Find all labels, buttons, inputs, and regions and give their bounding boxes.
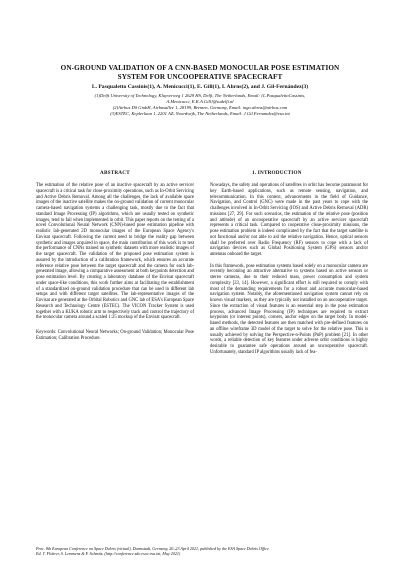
affiliation-line: (1)Delft University of Technology, Kluyverweg 1 2629 HS, Delft, The Netherlands, Email: {L.PasqualettoCassinis, (94, 93, 306, 98)
abstract-column (36, 183, 194, 347)
affiliation-line: (3)ESTEC, Keplerlaan 1, 2201 AZ, Noordwijk, The Netherlands, Email: J.Gil.Fernandez@esa.int (110, 110, 290, 116)
abstract-heading: ABSTRACT (100, 170, 130, 176)
introduction-heading: 1. INTRODUCTION (252, 170, 302, 176)
keywords: Keywords: Convolutional Neural Networks; On-ground Validation; Monocular Pose Estimation; Calibration Procedure. (36, 330, 194, 341)
footer-line-2: Ed. T. Flohrer, S. Lemmens & F. Schmitz, (http://conference.sdo.esoc.esa.int, May 2021) (36, 551, 181, 557)
intro-paragraph-1: Nowadays, the safety and operations of satellites in orbit has become paramount for key Earth-based applications, such as remote sensing, navigation, and telecommunication. In this context, advancements in the field of Guidance, Navigation, and Control (GNC) were made in the past years to cope with the challenges involved in In-Orbit Servicing (IOS) and Active Debris Removal (ADR) missions [27, 29]. For such scenarios, the estimation of the relative pose (position and attitude) of an uncooperative spacecraft by an active servicer spacecraft represents a critical task. Compared to cooperative close-proximity missions, the pose estimation problem is indeed complicated by the fact that the target satellite is not functional and/or not able to aid the relative navigation. Hence, optical sensors shall be preferred over Radio Frequency (RF) sensors to cope with a lack of navigation devices such as Global Positioning System (GPS) sensors and/or antennas onboard the target. (210, 183, 368, 257)
introduction-column (210, 183, 368, 361)
paper-title (30, 64, 370, 82)
title-line-1: ON-GROUND VALIDATION OF A CNN-BASED MONOCULAR POSE ESTIMATION (60, 64, 340, 72)
affiliations (30, 93, 370, 117)
abstract-text: The estimation of the relative pose of an inactive spacecraft by an active servicer spacecraft is a critical task for close-proximity operations, such as In-Orbit Servicing and Active Debris Removal. Among all the challenges, the lack of available space images of the inactive satellite makes the on-ground validation of current monocular camera-based navigation systems a challenging task, mostly due to the fact that standard Image Processing (IP) algorithms, which are usually tested on synthetic images, tend to fail when implemented in orbit. This paper reports on the testing of a novel Convolutional Neural Network (CNN)-based pose estimation pipeline with realistic lab-generated 2D monocular images of the European Space Agency's Envisat spacecraft. Following the current need to bridge the reality gap between synthetic and images acquired in space, the main contribution of this work is to test the performance of CNNs trained on synthetic datasets with more realistic images of the target spacecraft. The validation of the proposed pose estimation system is assured by the introduction of a calibration framework, which ensures an accurate reference relative pose between the target spacecraft and the camera for each lab-generated image, allowing a comparative assessment at both keypoints detection and pose estimation level. By creating a laboratory database of the Envisat spacecraft under space-like conditions, this work further aims at facilitating the establishment of a standardized on-ground validation procedure that can be used in different lab setups and with different target satellites. The lab-representative images of the Envisat are generated at the Orbital Robotics and GNC lab of ESA's European Space Research and Technology Centre (ESTEC). The VICON Tracker System is used together with a KUKA robotic arm to respectively track and control the trajectory of the monocular camera around a scaled 1:25 mockup of the Envisat spacecraft. (36, 183, 194, 321)
author-list: L. Pasqualetto Cassinis(1), A. Menicucci(1), E. Gill(1), I. Ahrns(2), and J. Gil-Fernández(3) (91, 84, 309, 90)
title-line-2: SYSTEM FOR UNCOOPERATIVE SPACECRAFT (117, 73, 283, 81)
affiliation-line: (2)Airbus DS GmbH, Airbusallee 1, 28199, Bremen, Germany, Email: ingo.ahrns@airbus.com (112, 104, 288, 110)
footer-line-1: Proc. 8th European Conference on Space Debris (virtual), Darmstadt, Germany, 20–23 April 2021, published by the ESA Space Debris Office (36, 546, 269, 551)
affiliation-line: A.Menicucci, E.K.A.Gill}@tudelft.nl (166, 98, 234, 104)
footer-citation (36, 546, 368, 556)
intro-paragraph-2: In this framework, pose estimation systems based solely on a monocular camera are recently becoming an attractive alternative to systems based on active sensors or stereo cameras, due to their reduced mass, power consumption and system complexity [23, 14]. However, a significant effort is still required to comply with most of the demanding requirements for a robust and accurate monocular-based navigation system. Notably, the aforementioned navigation system cannot rely on known visual markers, as they are typically not installed on an uncooperative target. Since the extraction of visual features is an essential step in the pose estimation process, advanced Image Processing (IP) techniques are required to extract keypoints (or interest points), corners, and/or edges on the target body. In model-based methods, the detected features are then matched with pre-defined features on an offline wireframe 3D model of the target to solve for the relative pose. This is usually achieved by solving the Perspective-n-Points (PnP) problem [21]. In other words, a reliable detection of key features under adverse orbit conditions is highly desirable to guarantee safe operations around an uncooperative spacecraft. Unfortunately, standard IP algorithms usually lack of fea- (210, 263, 368, 355)
